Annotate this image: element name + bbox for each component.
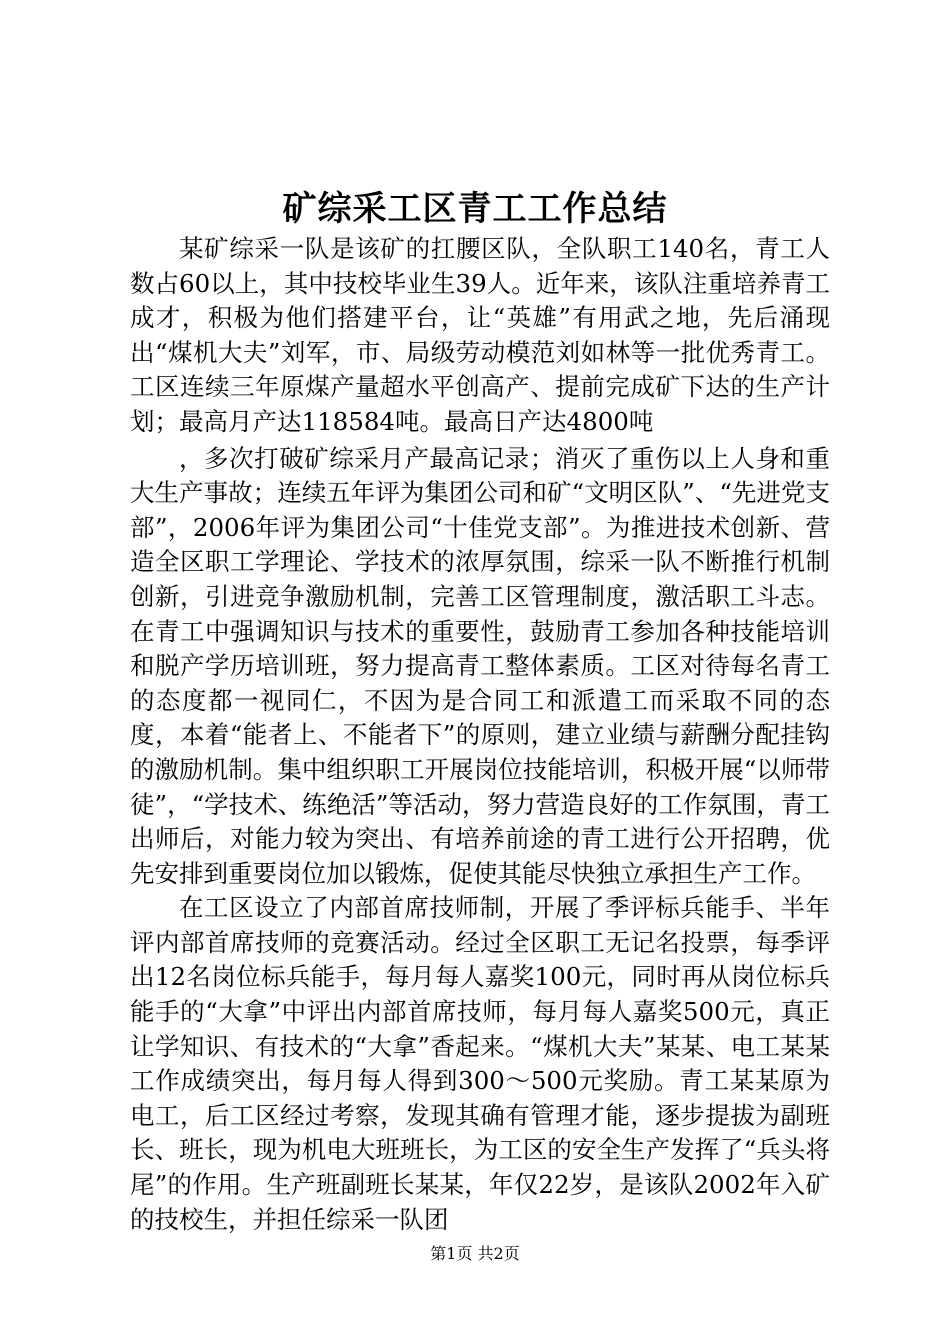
document-title: 矿综采工区青工工作总结	[282, 189, 668, 229]
page-number-footer: 第1页 共2页	[430, 1244, 520, 1263]
paragraph-3: 在工区设立了内部首席技师制，开展了季评标兵能手、半年评内部首席技师的竞赛活动。经过全区职工无记名投票，每季评出12名岗位标兵能手，每月每人嘉奖100元，同时再从岗位标兵能手的“大拿”中评出内部首席技师，每月每人嘉奖500元，真正让学知识、有技术的“大拿”香起来。“煤机大夫”某某、电工某某工作成绩突出，每月每人得到300～500元奖励。青工某某原为电工，后工区经过考察，发现其确有管理才能，逐步提拔为副班长、班长，现为机电大班班长，为工区的安全生产发挥了“兵头将尾”的作用。生产班副班长某某，年仅22岁，是该队2002年入矿的技校生，并担任综采一队团	[130, 893, 830, 1234]
paragraph-1: 某矿综采一队是该矿的扛腰区队，全队职工140名，青工人数占60以上，其中技校毕业生39人。近年来，该队注重培养青工成才，积极为他们搭建平台，让“英雄”有用武之地，先后涌现出“煤机大夫”刘军，市、局级劳动模范刘如林等一批优秀青工。工区连续三年原煤产量超水平创高产、提前完成矿下达的生产计划；最高月产达118584吨。最高日产达4800吨	[130, 234, 830, 436]
document-body	[130, 232, 830, 1237]
paragraph-2: ，多次打破矿综采月产最高记录；消灭了重伤以上人身和重大生产事故；连续五年评为集团公司和矿“文明区队”、“先进党支部”，2006年评为集团公司“十佳党支部”。为推进技术创新、营造全区职工学理论、学技术的浓厚氛围，综采一队不断推行机制创新，引进竞争激励机制，完善工区管理制度，激活职工斗志。在青工中强调知识与技术的重要性，鼓励青工参加各种技能培训和脱产学历培训班，努力提高青工整体素质。工区对待每名青工的态度都一视同仁，不因为是合同工和派遣工而采取不同的态度，本着“能者上、不能者下”的原则，建立业绩与薪酬分配挂钩的激励机制。集中组织职工开展岗位技能培训，积极开展“以师带徒”，“学技术、练绝活”等活动，努力营造良好的工作氛围，青工出师后，对能力较为突出、有培养前途的青工进行公开招聘，优先安排到重要岗位加以锻炼，促使其能尽快独立承担生产工作。	[130, 443, 830, 888]
